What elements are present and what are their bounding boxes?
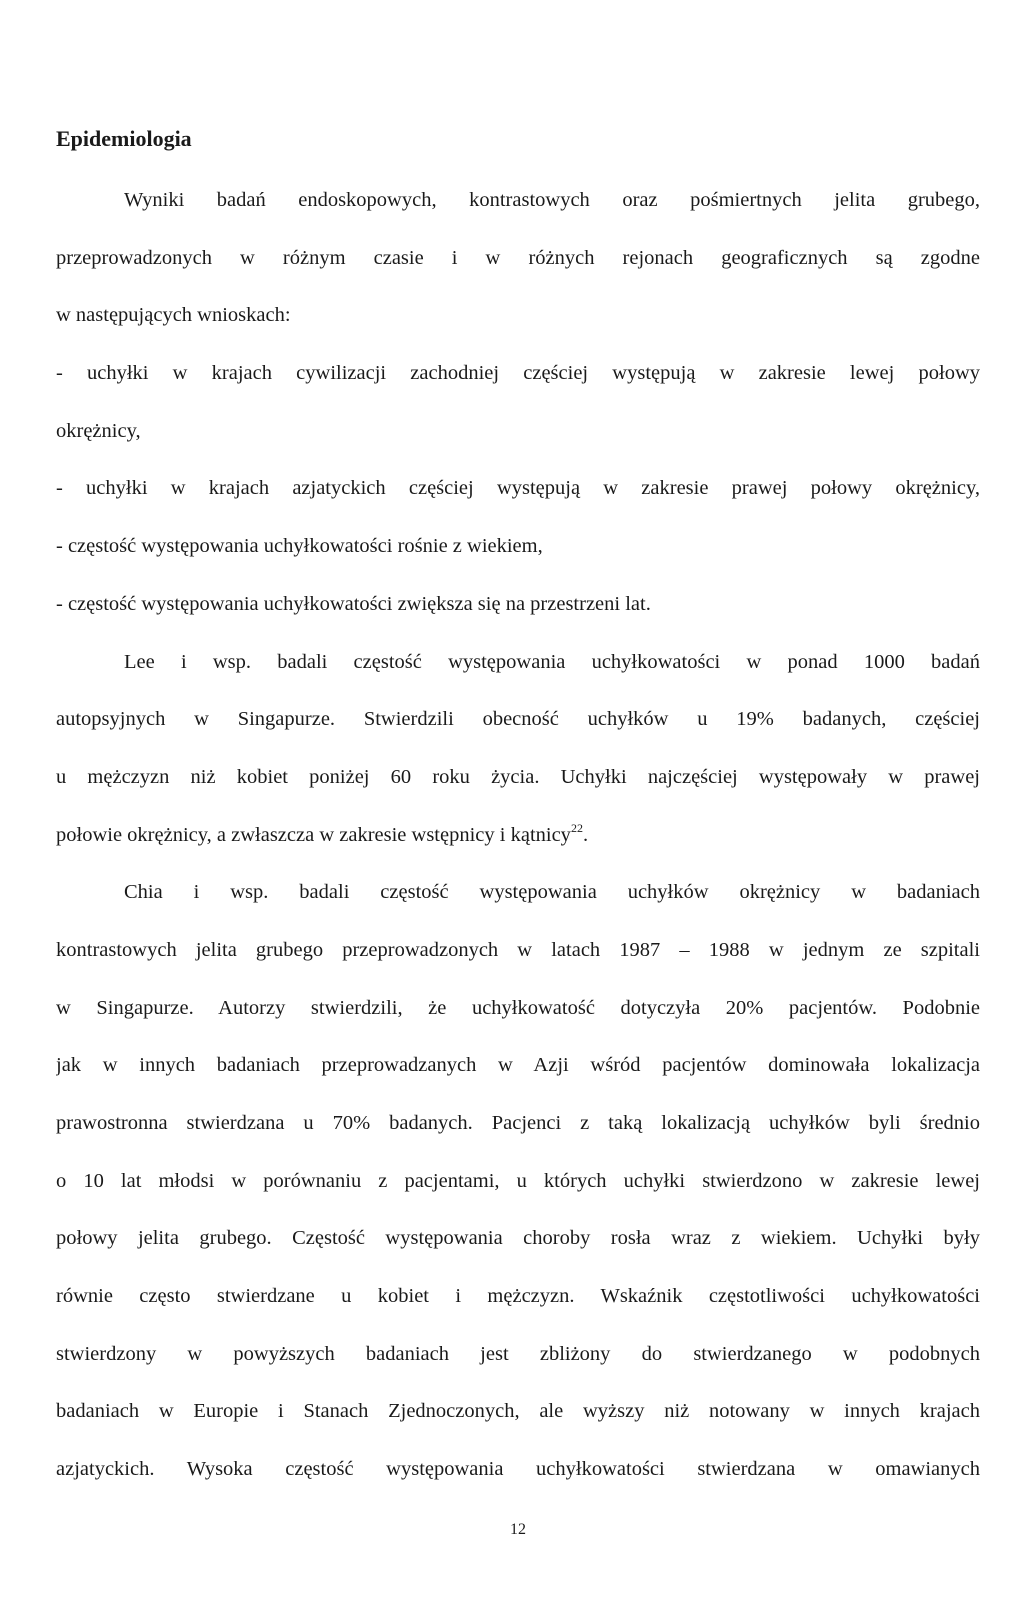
text-line: - częstość występowania uchyłkowatości zwiększa się na przestrzeni lat. — [56, 592, 651, 615]
footnote-ref: 22 — [570, 820, 583, 835]
text-line: Chia i wsp. badali częstość występowania uchyłków okrężnicy w badaniach — [124, 881, 980, 904]
section-heading: Epidemiologia — [56, 126, 192, 151]
text-line-main: połowie okrężnicy, a zwłaszcza w zakresie wstępnicy i kątnicy — [56, 823, 571, 846]
text-line: połowy jelita grubego. Częstość występowania choroby rosła wraz z wiekiem. Uchyłki były — [56, 1227, 980, 1250]
text-line: - częstość występowania uchyłkowatości rośnie z wiekiem, — [56, 535, 543, 558]
text-line: Wyniki badań endoskopowych, kontrastowych oraz pośmiertnych jelita grubego, — [124, 189, 980, 211]
text-line-end: . — [582, 823, 589, 846]
body-text — [56, 172, 980, 1499]
text-line: - uchyłki w krajach cywilizacji zachodniej częściej występują w zakresie lewej połowy — [56, 362, 980, 385]
text-line: równie często stwierdzane u kobiet i mężczyzn. Wskaźnik częstotliwości uchyłkowatości — [56, 1285, 980, 1308]
text-line: Lee i wsp. badali częstość występowania uchyłkowatości w ponad 1000 badań — [124, 650, 980, 673]
text-line: u mężczyzn niż kobiet poniżej 60 roku życia. Uchyłki najczęściej występowały w prawej — [56, 765, 980, 788]
text-line: azjatyckich. Wysoka częstość występowania uchyłkowatości stwierdzana w omawianych — [56, 1458, 980, 1481]
text-line: autopsyjnych w Singapurze. Stwierdzili obecność uchyłków u 19% badanych, częściej — [56, 708, 980, 731]
text-line: kontrastowych jelita grubego przeprowadzonych w latach 1987 – 1988 w jednym ze szpitali — [56, 938, 980, 961]
text-line: stwierdzony w powyższych badaniach jest zbliżony do stwierdzanego w podobnych — [56, 1342, 980, 1365]
text-line: w Singapurze. Autorzy stwierdzili, że uchyłkowatość dotyczyła 20% pacjentów. Podobnie — [56, 996, 980, 1019]
text-line: badaniach w Europie i Stanach Zjednoczonych, ale wyższy niż notowany w innych krajach — [56, 1400, 980, 1423]
text-line: prawostronna stwierdzana u 70% badanych. Pacjenci z taką lokalizacją uchyłków byli średnio — [56, 1112, 980, 1134]
text-line — [56, 807, 980, 865]
text-line: w następujących wnioskach: — [56, 304, 291, 327]
text-line: przeprowadzonych w różnym czasie i w różnych rejonach geograficznych są zgodne — [56, 246, 980, 269]
text-line: okrężnicy, — [56, 419, 141, 442]
page-number: 12 — [510, 1521, 526, 1538]
text-line: - uchyłki w krajach azjatyckich częściej występują w zakresie prawej połowy okrężnicy, — [56, 477, 980, 500]
text-line: jak w innych badaniach przeprowadzanych w Azji wśród pacjentów dominowała lokalizacja — [56, 1054, 980, 1077]
text-line: o 10 lat młodsi w porównaniu z pacjentami, u których uchyłki stwierdzono w zakresie lewej — [56, 1169, 980, 1192]
document-page — [56, 0, 980, 1618]
